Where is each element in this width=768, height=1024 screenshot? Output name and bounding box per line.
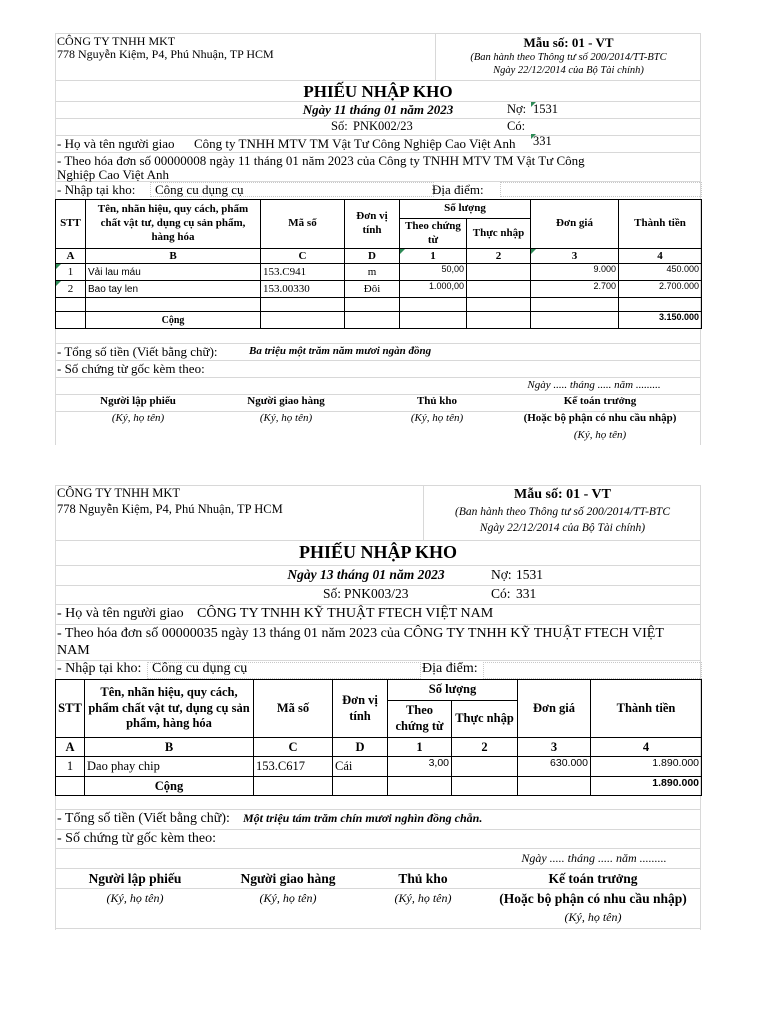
code-a: A bbox=[56, 249, 86, 264]
signer-preparer: Người lập phiếu bbox=[100, 395, 176, 407]
row-unit: Đôi bbox=[345, 281, 400, 298]
debit-label: Nợ: bbox=[507, 102, 527, 116]
decree-date: Ngày 22/12/2014 của Bộ Tài chính) bbox=[493, 65, 644, 76]
receipt-date: Ngày 11 tháng 01 năm 2023 bbox=[302, 102, 454, 117]
form-number: Mẫu số: 01 - VT bbox=[523, 35, 614, 50]
sign-date: Ngày ..... tháng ..... năm ......... bbox=[521, 851, 667, 865]
warehouse-label: - Nhập tại kho: bbox=[57, 182, 136, 197]
sign-note-deliverer: (Ký, họ tên) bbox=[259, 412, 313, 424]
row-name: Bao tay len bbox=[86, 281, 261, 298]
signer-preparer: Người lập phiếu bbox=[88, 871, 182, 886]
row-code: 153.C617 bbox=[254, 757, 333, 777]
code-2: 2 bbox=[452, 738, 518, 757]
row-unit: m bbox=[345, 264, 400, 281]
code-3: 3 bbox=[518, 738, 591, 757]
credit-account: 331 bbox=[516, 586, 537, 601]
sign-note-preparer: (Ký, họ tên) bbox=[106, 891, 164, 905]
receipt-form-1 bbox=[55, 33, 701, 445]
col-qty-doc: Theo chứng từ bbox=[400, 219, 467, 249]
location-label: Địa điểm: bbox=[432, 182, 484, 197]
row-price: 9.000 bbox=[531, 264, 619, 281]
code-2: 2 bbox=[467, 249, 531, 264]
sign-note-chief: (Ký, họ tên) bbox=[573, 429, 627, 441]
attachments-label: - Số chứng từ gốc kèm theo: bbox=[57, 831, 217, 846]
receipt-date: Ngày 13 tháng 01 năm 2023 bbox=[287, 567, 445, 582]
sign-note-chief: (Ký, họ tên) bbox=[564, 910, 622, 924]
row-price: 630.000 bbox=[518, 757, 591, 777]
col-quantity: Số lượng bbox=[400, 200, 531, 219]
col-code: Mã số bbox=[254, 680, 333, 738]
row-code: 153.C941 bbox=[261, 264, 345, 281]
code-4: 4 bbox=[619, 249, 702, 264]
signer-chief-accountant: Kế toán trưởng bbox=[563, 395, 637, 407]
deliverer-name: Công ty TNHH MTV TM Vật Tư Công Nghiệp Cao Việt Anh bbox=[194, 136, 516, 151]
credit-label: Có: bbox=[507, 119, 526, 133]
signer-chief-accountant: Kế toán trưởng bbox=[548, 871, 638, 886]
sign-date: Ngày ..... tháng ..... năm ......... bbox=[527, 379, 661, 391]
decree-text: (Ban hành theo Thông tư số 200/2014/TT-BTC bbox=[470, 52, 667, 63]
invoice-line-1: - Theo hóa đơn số 00000035 ngày 13 tháng 01 năm 2023 của CÔNG TY TNHH KỸ THUẬT FTECH VIỆT bbox=[57, 626, 664, 641]
sign-note-storekeeper: (Ký, họ tên) bbox=[410, 412, 464, 424]
invoice-line-2: Nghiệp Cao Việt Anh bbox=[57, 167, 169, 182]
row-stt: 1 bbox=[56, 757, 85, 777]
total-label: Cộng bbox=[86, 312, 261, 329]
words-label: - Tổng số tiền (Viết bằng chữ): bbox=[57, 811, 230, 826]
decree-text: (Ban hành theo Thông tư số 200/2014/TT-BTC bbox=[455, 506, 670, 518]
warehouse-value: Công cu dụng cụ bbox=[152, 661, 248, 676]
decree-date: Ngày 22/12/2014 của Bộ Tài chính) bbox=[479, 522, 646, 534]
signer-deliverer: Người giao hàng bbox=[247, 395, 325, 407]
row-qty: 1.000,00 bbox=[400, 281, 467, 298]
row-name: Vải lau máu bbox=[86, 264, 261, 281]
row-code: 153.00330 bbox=[261, 281, 345, 298]
code-d: D bbox=[333, 738, 388, 757]
total-amount: 3.150.000 bbox=[619, 312, 702, 329]
col-stt: STT bbox=[56, 680, 85, 738]
total-amount: 1.890.000 bbox=[591, 777, 702, 796]
col-qty-real: Thực nhập bbox=[467, 219, 531, 249]
row-amount: 450.000 bbox=[619, 264, 702, 281]
receipt-number: PNK002/23 bbox=[353, 119, 413, 133]
items-table bbox=[55, 679, 702, 796]
number-label: Số: bbox=[331, 119, 348, 133]
row-unit: Cái bbox=[333, 757, 388, 777]
receipt-number: PNK003/23 bbox=[344, 586, 409, 601]
debit-label: Nợ: bbox=[491, 567, 512, 582]
code-b: B bbox=[85, 738, 254, 757]
row-stt: 2 bbox=[56, 281, 86, 298]
col-amount: Thành tiền bbox=[619, 200, 702, 249]
debit-account: 1531 bbox=[516, 567, 543, 582]
code-a: A bbox=[56, 738, 85, 757]
signer-storekeeper: Thủ kho bbox=[416, 395, 458, 407]
total-label: Cộng bbox=[85, 777, 254, 796]
code-1: 1 bbox=[400, 249, 467, 264]
page-title: PHIẾU NHẬP KHO bbox=[303, 82, 453, 101]
col-unit: Đơn vị tính bbox=[333, 680, 388, 738]
total-row bbox=[56, 312, 702, 329]
code-1: 1 bbox=[388, 738, 452, 757]
row-price: 2.700 bbox=[531, 281, 619, 298]
company-name: CÔNG TY TNHH MKT bbox=[57, 486, 181, 500]
table-row bbox=[56, 281, 702, 298]
total-row bbox=[56, 777, 702, 796]
attachments-label: - Số chứng từ gốc kèm theo: bbox=[57, 361, 205, 376]
credit-account: 331 bbox=[531, 134, 768, 149]
company-address: 778 Nguyễn Kiệm, P4, Phú Nhuận, TP HCM bbox=[57, 502, 283, 516]
warehouse-value: Công cu dụng cụ bbox=[155, 182, 244, 197]
signer-deliverer: Người giao hàng bbox=[240, 871, 336, 886]
chief-note: (Hoặc bộ phận có nhu cầu nhập) bbox=[523, 412, 677, 424]
col-qty-real: Thực nhập bbox=[452, 701, 518, 738]
company-address: 778 Nguyễn Kiệm, P4, Phú Nhuận, TP HCM bbox=[57, 47, 274, 61]
form-number: Mẫu số: 01 - VT bbox=[514, 487, 611, 502]
table-row bbox=[56, 757, 702, 777]
code-c: C bbox=[254, 738, 333, 757]
amount-in-words: Ba triệu một trăm năm mươi ngàn đồng bbox=[249, 345, 432, 357]
warehouse-label: - Nhập tại kho: bbox=[57, 661, 142, 676]
col-unit: Đơn vị tính bbox=[345, 200, 400, 249]
row-qty: 50,00 bbox=[400, 264, 467, 281]
deliverer-label: - Họ và tên người giao bbox=[57, 606, 184, 621]
signer-storekeeper: Thủ kho bbox=[398, 871, 448, 886]
col-amount: Thành tiền bbox=[591, 680, 702, 738]
debit-account: 1531 bbox=[531, 102, 768, 117]
items-table bbox=[55, 199, 702, 329]
row-amount: 1.890.000 bbox=[591, 757, 702, 777]
row-real bbox=[452, 757, 518, 777]
credit-label: Có: bbox=[491, 586, 511, 601]
code-c: C bbox=[261, 249, 345, 264]
col-price: Đơn giá bbox=[518, 680, 591, 738]
row-qty: 3,00 bbox=[388, 757, 452, 777]
page-title: PHIẾU NHẬP KHO bbox=[298, 542, 457, 562]
col-quantity: Số lượng bbox=[388, 680, 518, 701]
invoice-line-2: NAM bbox=[57, 643, 90, 658]
row-real bbox=[467, 281, 531, 298]
col-price: Đơn giá bbox=[531, 200, 619, 249]
table-row bbox=[56, 264, 702, 281]
company-name: CÔNG TY TNHH MKT bbox=[57, 34, 176, 48]
deliverer-label: - Họ và tên người giao bbox=[57, 136, 175, 151]
deliverer-name: CÔNG TY TNHH KỸ THUẬT FTECH VIỆT NAM bbox=[197, 606, 494, 621]
location-label: Địa điểm: bbox=[422, 661, 478, 676]
code-3: 3 bbox=[531, 249, 619, 264]
row-name: Dao phay chip bbox=[85, 757, 254, 777]
row-real bbox=[467, 264, 531, 281]
col-code: Mã số bbox=[261, 200, 345, 249]
chief-note: (Hoặc bộ phận có nhu cầu nhập) bbox=[499, 891, 687, 906]
col-stt: STT bbox=[56, 200, 86, 249]
sign-note-preparer: (Ký, họ tên) bbox=[111, 412, 165, 424]
col-qty-doc: Theo chứng từ bbox=[388, 701, 452, 738]
row-stt: 1 bbox=[56, 264, 86, 281]
code-d: D bbox=[345, 249, 400, 264]
col-name: Tên, nhãn hiệu, quy cách, phẩm chất vật tư, dụng cụ sản phẩm, hàng hóa bbox=[85, 680, 254, 738]
amount-in-words: Một triệu tám trăm chín mươi nghìn đồng chẵn. bbox=[243, 811, 483, 825]
words-label: - Tổng số tiền (Viết bằng chữ): bbox=[57, 344, 218, 359]
invoice-line-1: - Theo hóa đơn số 00000008 ngày 11 tháng 01 năm 2023 của Công ty TNHH MTV TM Vật Tư Công bbox=[57, 153, 585, 168]
code-4: 4 bbox=[591, 738, 702, 757]
sign-note-deliverer: (Ký, họ tên) bbox=[259, 891, 317, 905]
code-b: B bbox=[86, 249, 261, 264]
number-label: Số: bbox=[323, 586, 342, 601]
receipt-form-2 bbox=[55, 485, 701, 930]
row-amount: 2.700.000 bbox=[619, 281, 702, 298]
col-name: Tên, nhãn hiệu, quy cách, phẩm chất vật tư, dụng cụ sản phẩm, hàng hóa bbox=[86, 200, 261, 249]
sign-note-storekeeper: (Ký, họ tên) bbox=[394, 891, 452, 905]
